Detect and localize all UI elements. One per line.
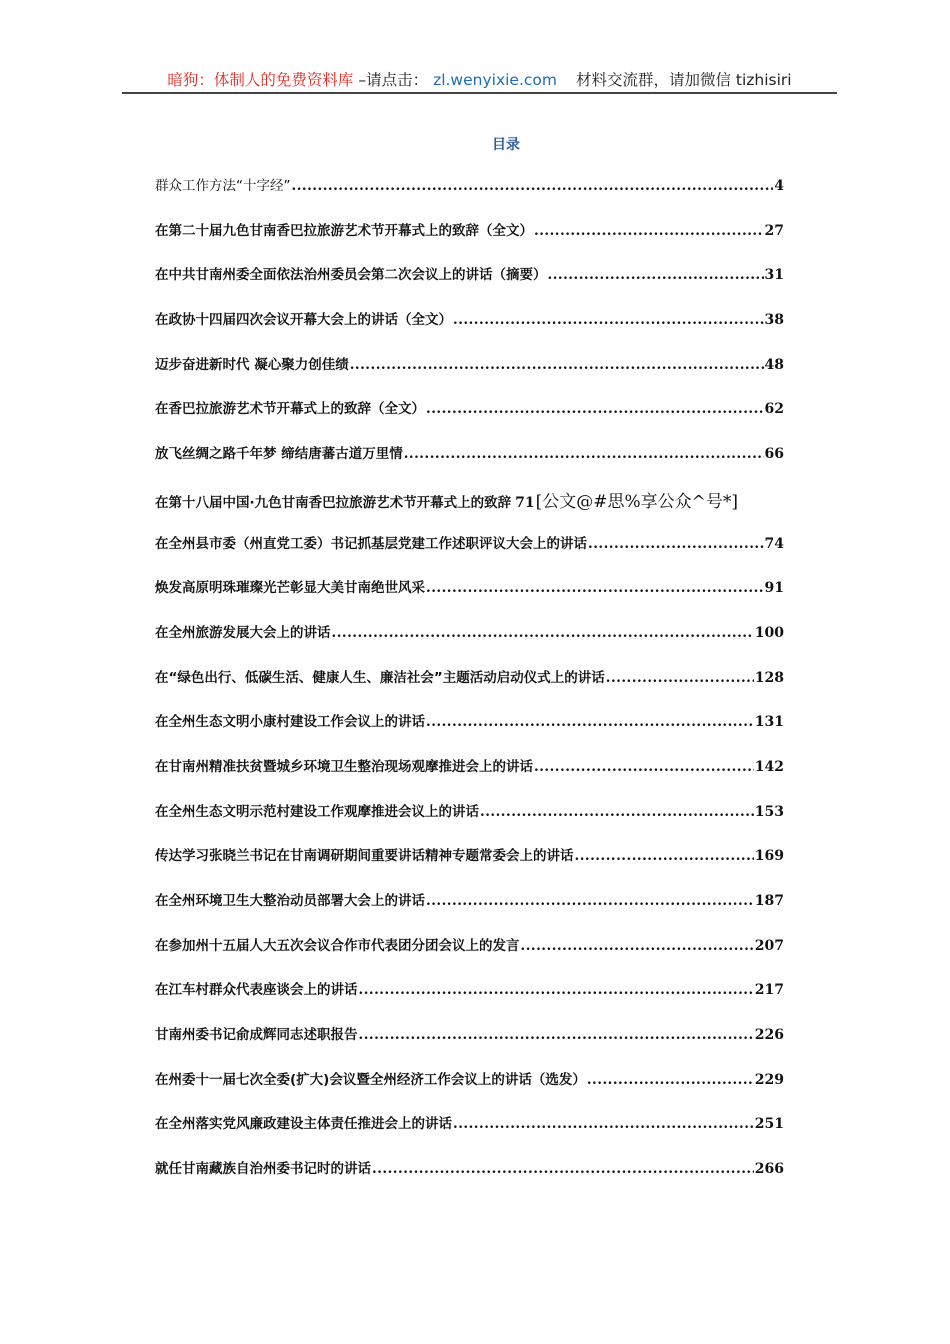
header-click-prompt: –请点击： (358, 71, 429, 89)
toc-entry[interactable] (155, 219, 784, 264)
toc-entry-page: 71 (515, 494, 535, 511)
toc-entry[interactable] (155, 263, 784, 308)
toc-entry[interactable] (155, 978, 784, 1023)
toc-entry-page: 142 (754, 758, 784, 775)
toc-entry-page: 251 (754, 1116, 784, 1133)
toc-entry[interactable] (155, 1157, 784, 1202)
dot-leader (426, 580, 764, 596)
toc-entry-page: 31 (764, 267, 784, 284)
toc-entry[interactable] (155, 1068, 784, 1113)
dot-leader (453, 1116, 754, 1132)
header-url-link[interactable]: zl.wenyixie.com (433, 71, 557, 89)
dot-leader (350, 357, 764, 373)
toc-entry[interactable] (155, 800, 784, 845)
toc-entry[interactable] (155, 710, 784, 755)
dot-leader (587, 1072, 754, 1088)
toc-entry[interactable] (155, 755, 784, 800)
toc-entry-title: 在中共甘南州委全面依法治州委员会第二次会议上的讲话（摘要） (155, 267, 547, 284)
toc-entry-title: 在全州旅游发展大会上的讲话 (155, 624, 331, 641)
toc-entry-title: 在政协十四届四次会议开幕大会上的讲话（全文） (155, 312, 452, 329)
toc-entry[interactable] (155, 666, 784, 711)
toc-entry-page: 131 (754, 714, 784, 731)
toc-entry-title: 传达学习张晓兰书记在甘南调研期间重要讲话精神专题常委会上的讲话 (155, 848, 574, 865)
toc-entry-page: 217 (754, 982, 784, 999)
toc-entry-page: 229 (754, 1071, 784, 1088)
toc-entry[interactable] (155, 934, 784, 979)
toc-entry-page: 62 (764, 401, 784, 418)
toc-entry[interactable] (155, 844, 784, 889)
toc-entry-title: 放飞丝绸之路千年梦 缔结唐蕃古道万里情 (155, 446, 403, 463)
toc-entry[interactable] (155, 308, 784, 353)
dot-leader (372, 1161, 754, 1177)
toc-entry[interactable] (155, 1023, 784, 1068)
dot-leader (404, 446, 764, 462)
toc-entry[interactable] (155, 1112, 784, 1157)
toc-entry-title: 在全州生态文明示范村建设工作观摩推进会议上的讲话 (155, 803, 479, 820)
toc-entry-page: 128 (754, 669, 784, 686)
toc-entry-page: 169 (754, 848, 784, 865)
toc-entry-page: 226 (754, 1027, 784, 1044)
toc-entry-title: 在全州生态文明小康村建设工作会议上的讲话 (155, 714, 425, 731)
toc-entry-title: 焕发高原明珠璀璨光芒彰显大美甘南绝世风采 (155, 580, 425, 597)
dot-leader (359, 1027, 754, 1043)
dot-leader (575, 848, 754, 864)
toc-entry-title: 在甘南州精准扶贫暨城乡环境卫生整治现场观摩推进会上的讲话 (155, 758, 533, 775)
toc-entry-title: 在全州环境卫生大整治动员部署大会上的讲话 (155, 893, 425, 909)
dot-leader (292, 178, 774, 194)
toc-entry-title: 就任甘南藏族自治州委书记时的讲话 (155, 1161, 371, 1178)
dot-leader (534, 759, 754, 775)
toc-entry[interactable] (155, 576, 784, 621)
toc-entry-title: 在第二十届九色甘南香巴拉旅游艺术节开幕式上的致辞（全文） (155, 222, 533, 239)
toc-entry-title: 在全州落实党风廉政建设主体责任推进会上的讲话 (155, 1116, 452, 1133)
toc-entry[interactable] (155, 442, 784, 487)
dot-leader (548, 267, 764, 283)
dot-leader (426, 714, 754, 730)
toc-title: 目录 (492, 137, 520, 153)
toc-entry-page: 66 (764, 446, 784, 463)
toc-entry[interactable] (155, 532, 784, 577)
toc-entry-title: 在第十八届中国·九色甘南香巴拉旅游艺术节开幕式上的致辞 (155, 494, 512, 511)
header-brand: 暗狗：体制人的免费资料库 (167, 71, 354, 89)
toc-entry[interactable] (155, 621, 784, 666)
toc-entry-page: 91 (764, 580, 784, 597)
toc-entry-page: 207 (754, 937, 784, 954)
toc-entry-title: 迈步奋进新时代 凝心聚力创佳绩 (155, 356, 349, 373)
toc-entry[interactable] (155, 174, 784, 219)
toc-entry-title: 在“绿色出行、低碳生活、健康人生、廉洁社会”主题活动启动仪式上的讲话 (155, 669, 605, 686)
toc-entry-title: 在参加州十五届人大五次会议合作市代表团分团会议上的发言 (155, 937, 520, 954)
toc-entry-page: 48 (764, 356, 784, 373)
toc-entry-page: 187 (754, 893, 784, 909)
toc-entry-page: 100 (754, 624, 784, 641)
dot-leader (606, 670, 754, 686)
toc-entry-title: 甘南州委书记俞成辉同志述职报告 (155, 1027, 358, 1044)
dot-leader (426, 893, 754, 909)
toc-entry-page: 4 (774, 178, 784, 194)
toc-entry-page: 27 (764, 222, 784, 239)
watermark-text: [公文@#思%享公众^号*] (535, 491, 739, 512)
toc-entry-title: 群众工作方法“十字经” (155, 178, 291, 194)
page-header (122, 68, 837, 94)
toc-entry-page: 153 (754, 803, 784, 820)
toc-entry[interactable] (155, 487, 784, 532)
toc-entry[interactable] (155, 889, 784, 934)
toc-entry-page: 74 (764, 535, 784, 552)
dot-leader (480, 804, 754, 820)
toc-entry-page: 38 (764, 312, 784, 329)
toc-entry[interactable] (155, 353, 784, 398)
toc-entry[interactable] (155, 397, 784, 442)
toc-entry-title: 在州委十一届七次全委(扩大)会议暨全州经济工作会议上的讲话（选发） (155, 1071, 586, 1088)
header-contact: 材料交流群，请加微信 tizhisiri (575, 71, 792, 89)
dot-leader (453, 312, 764, 328)
toc-entry-title: 在江车村群众代表座谈会上的讲话 (155, 982, 358, 999)
dot-leader (521, 938, 754, 954)
dot-leader (534, 223, 764, 239)
toc-entry-title: 在全州县市委（州直党工委）书记抓基层党建工作述职评议大会上的讲话 (155, 535, 587, 552)
table-of-contents (155, 174, 784, 1202)
toc-entry-page: 266 (754, 1161, 784, 1178)
dot-leader (359, 982, 754, 998)
dot-leader (426, 401, 764, 417)
dot-leader (332, 625, 754, 641)
toc-entry-title: 在香巴拉旅游艺术节开幕式上的致辞（全文） (155, 401, 425, 418)
dot-leader (588, 536, 764, 552)
